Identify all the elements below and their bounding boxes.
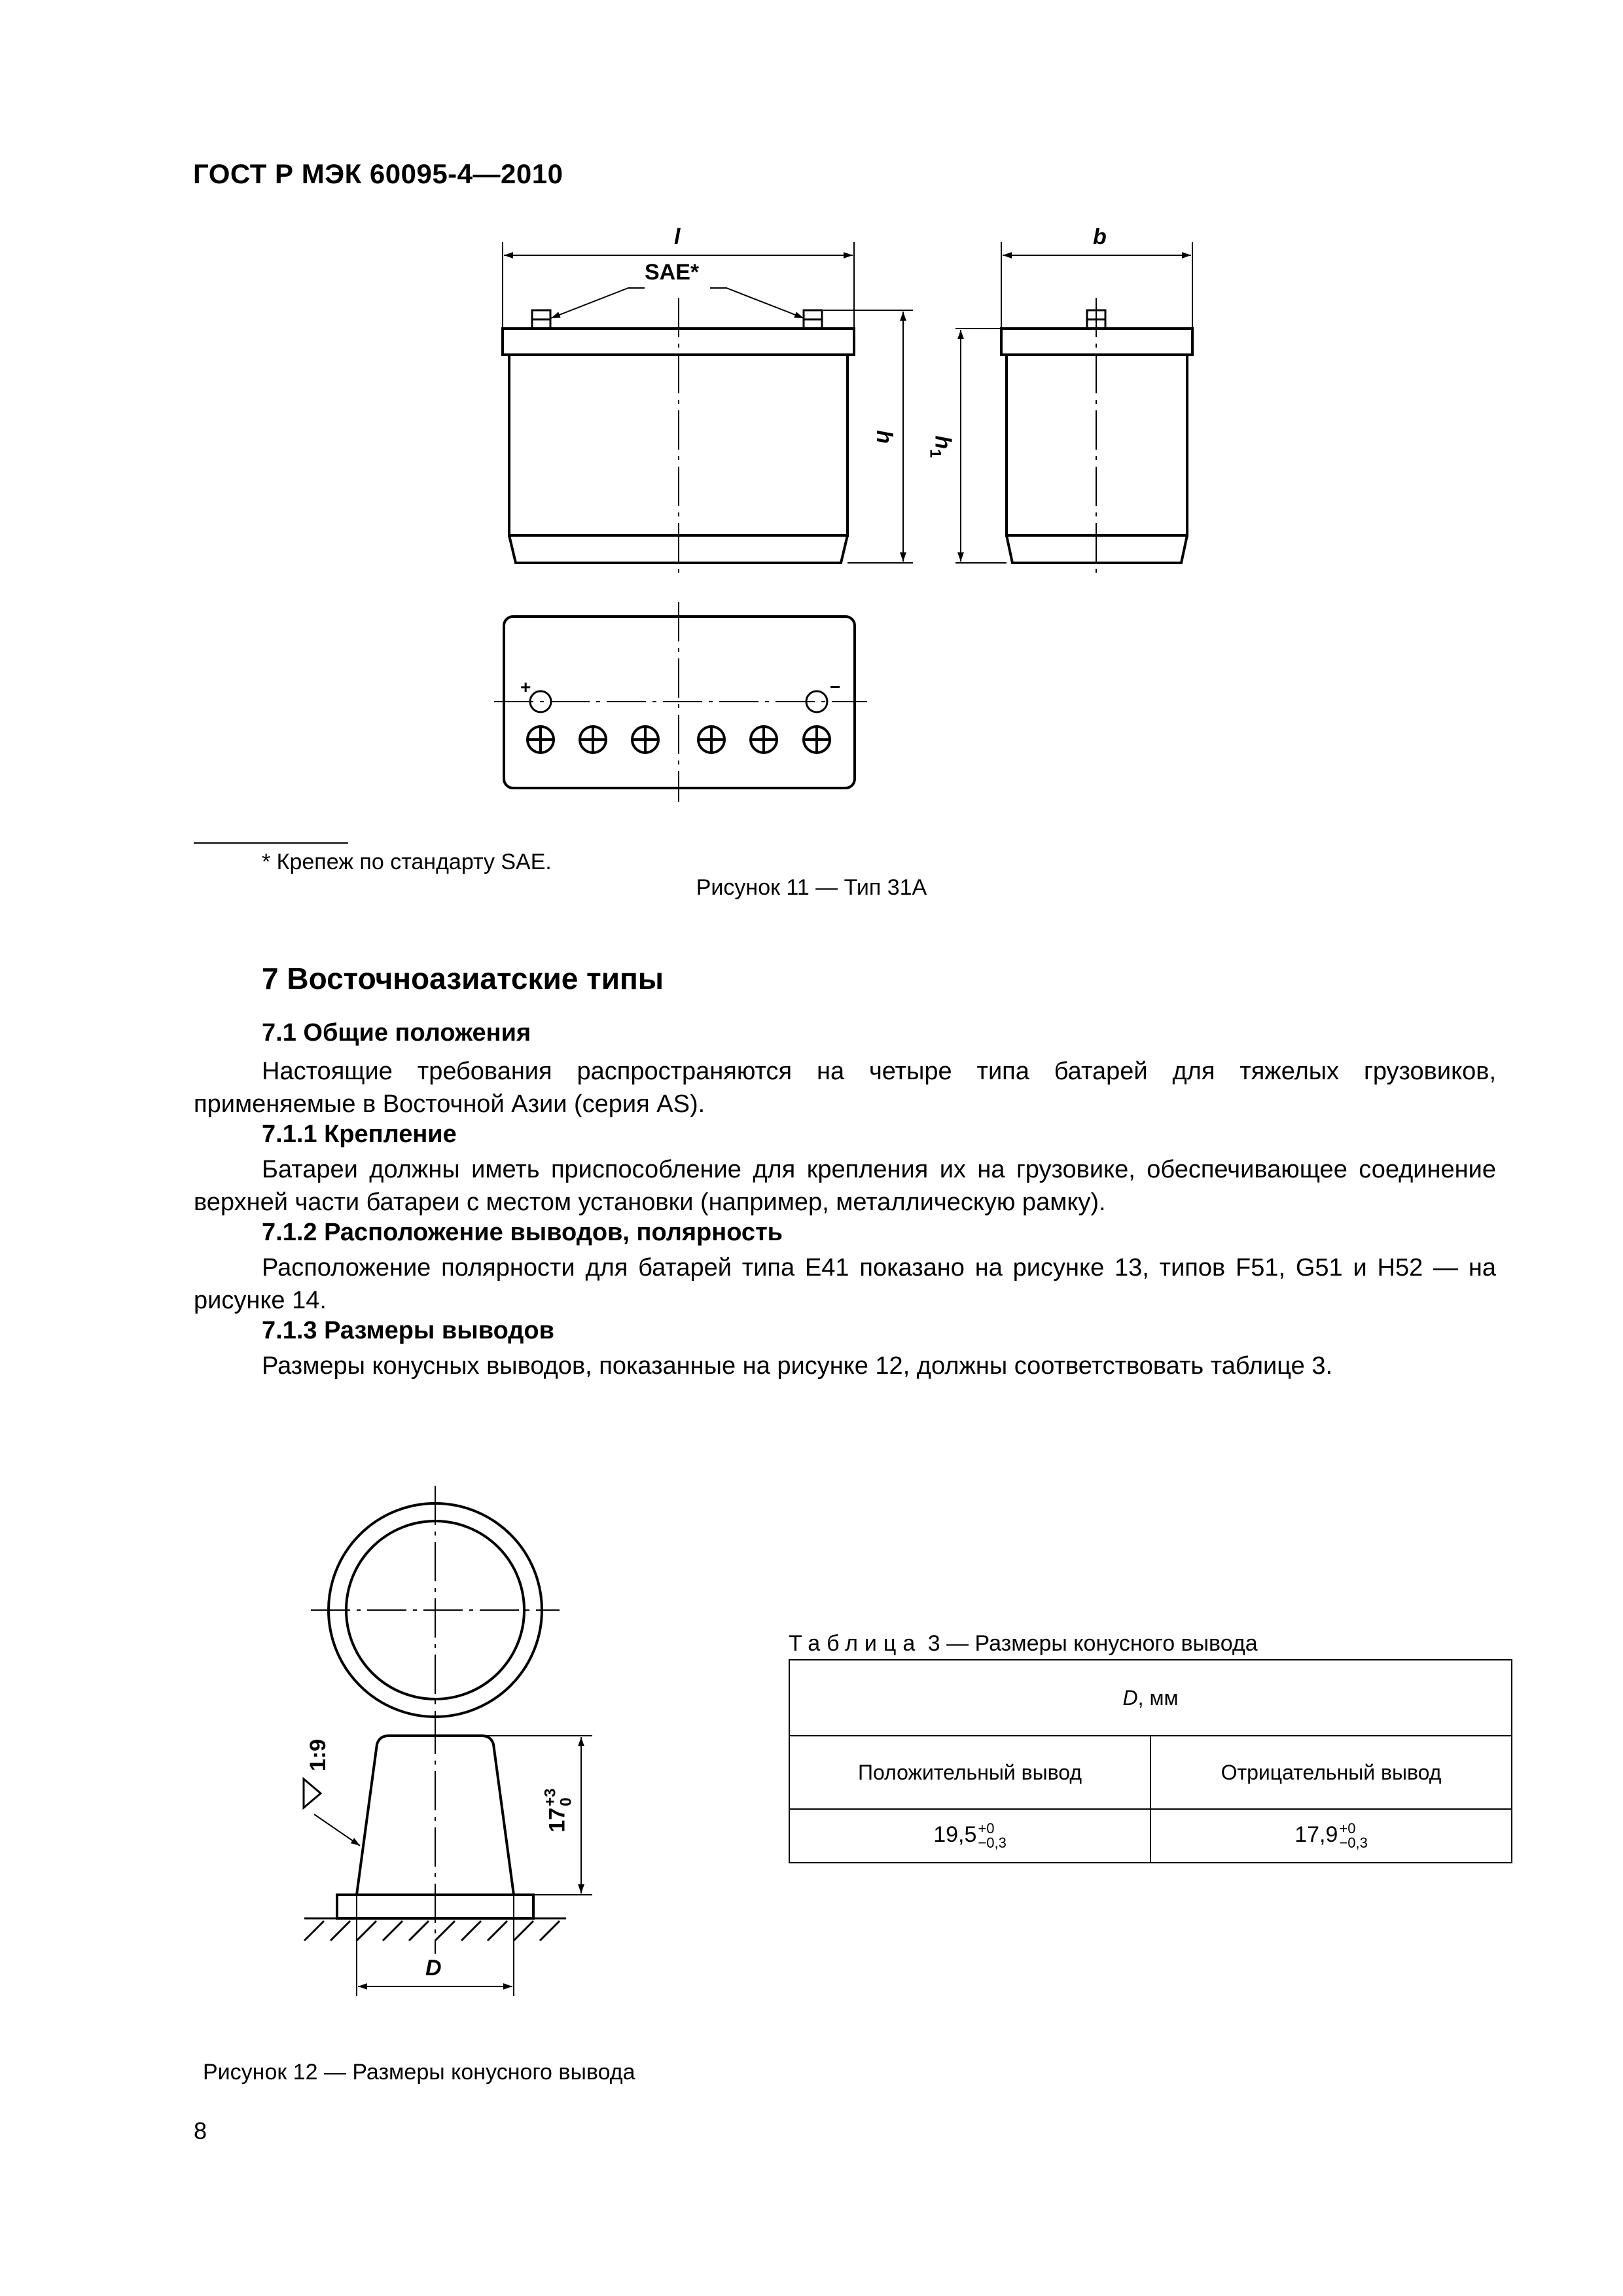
minus-sign: − xyxy=(830,677,841,697)
taper-label: 1:9 xyxy=(306,1738,331,1772)
figure-11-side-view xyxy=(955,242,1192,576)
dim-height-label: h xyxy=(871,430,897,444)
table-header-row xyxy=(789,1660,1512,1736)
section-7-1-2-heading: 7.1.2 Расположение выводов, полярность xyxy=(262,1219,783,1246)
cell-positive-value: 19,5 +0 −0,3 xyxy=(789,1809,1150,1863)
table-3-title: Таблица 3 — Размеры конусного вывода xyxy=(789,1631,1258,1656)
figure-11-caption: Рисунок 11 — Тип 31А xyxy=(696,875,927,900)
figure-11-top-view xyxy=(494,602,867,802)
section-7-1-3-text: Размеры конусных выводов, показанные на рисунке 12, должны соответствовать таблице 3. xyxy=(262,1352,1333,1380)
header-positive: Положительный вывод xyxy=(789,1736,1150,1809)
dim-length-label: l xyxy=(674,224,681,249)
section-7-1-1-text: Батареи должны иметь приспособление для крепления их на грузовике, обеспечивающее соединение верхней части батареи с местом установки (например, металлическую рамку). xyxy=(194,1156,1496,1216)
figure-12-top-view xyxy=(311,1486,560,1734)
document-header: ГОСТ Р МЭК 60095-4—2010 xyxy=(193,158,563,189)
section-7-1-heading: 7.1 Общие положения xyxy=(262,1019,531,1047)
height-label: 17 +3 0 xyxy=(541,1788,575,1833)
cell-negative-value: 17,9 +0 −0,3 xyxy=(1150,1809,1512,1863)
figure-12-side-view xyxy=(304,1715,592,1996)
terminal-label: SAE* xyxy=(645,260,700,285)
plus-sign: + xyxy=(520,677,531,697)
page-number: 8 xyxy=(194,2117,207,2144)
figure-11-footnote: * Крепеж по стандарту SAE. xyxy=(262,850,552,874)
header-negative: Отрицательный вывод xyxy=(1150,1736,1512,1809)
table-3 xyxy=(789,1659,1512,1863)
section-7-1-3-heading: 7.1.3 Размеры выводов xyxy=(262,1317,555,1344)
section-7-1-text: Настоящие требования распространяются на четыре типа батарей для тяжелых грузовиков, применяемые в Восточной Азии (серия AS). xyxy=(194,1058,1496,1118)
dim-width-label: b xyxy=(1093,224,1107,249)
figure-11-front-view xyxy=(503,242,913,576)
footnote-divider xyxy=(194,842,348,844)
figure-12-caption: Рисунок 12 — Размеры конусного вывода xyxy=(203,2060,635,2085)
section-7-heading: 7 Восточноазиатские типы xyxy=(262,961,664,996)
table-header-d: D, мм xyxy=(789,1660,1512,1736)
section-7-1-1-heading: 7.1.1 Крепление xyxy=(262,1121,457,1148)
table-subheader-row xyxy=(789,1736,1512,1809)
section-7-1-2-text: Расположение полярности для батарей типа E41 показано на рисунке 13, типов F51, G51 и H52 — на рисунке 14. xyxy=(194,1254,1496,1314)
dim-height1-label: $h_1$ xyxy=(926,435,955,458)
table-row xyxy=(789,1809,1512,1863)
diameter-label: D xyxy=(425,1956,442,1981)
